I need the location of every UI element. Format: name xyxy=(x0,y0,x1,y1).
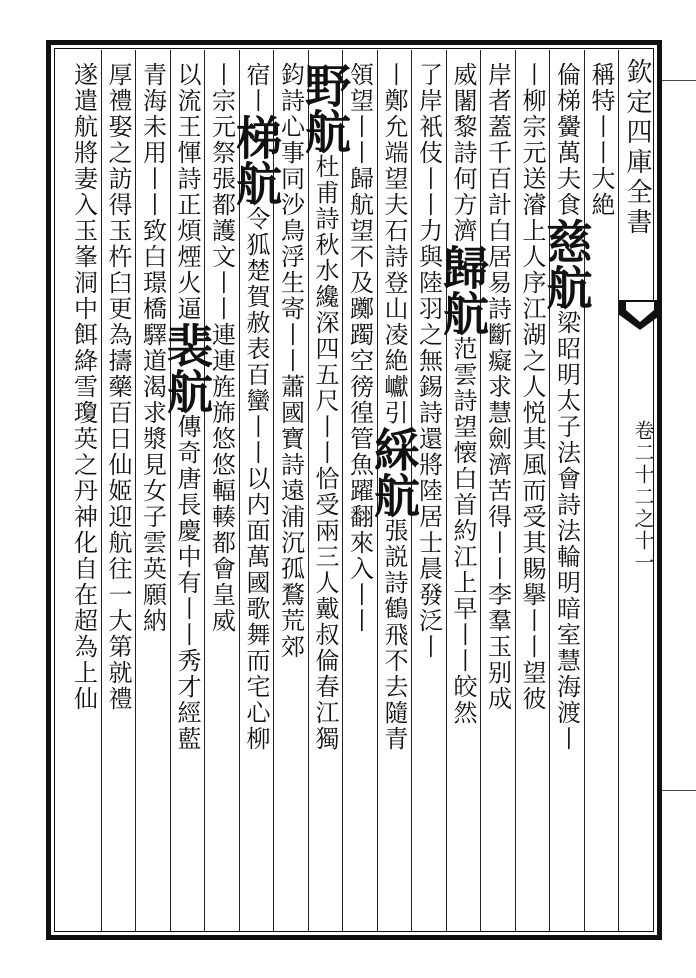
entry-heading: 野航 xyxy=(298,62,352,154)
text-column xyxy=(103,62,136,712)
text-run: 令狐楚賀赦表百蠻丨丨以内面萬國歌舞而宅心柳 xyxy=(242,206,270,752)
text-run: 范雲詩望懐白首約江上早丨丨皎然 xyxy=(449,336,477,726)
entry-heading: 梯航 xyxy=(229,114,283,206)
edge-line xyxy=(662,790,696,791)
text-run: 岸者蓋千百計白居易詩斷癡求慧劍濟苦得丨丨李羣玉别成 xyxy=(483,62,512,712)
text-run: 威闍黎詩何方濟 xyxy=(449,62,477,244)
text-run: 丨柳宗元送濬上人序江湖之人悦其風而受其賜擧丨丨望彼 xyxy=(518,62,546,712)
text-run: 宗元祭張都護文丨丨連連旌旆悠悠輻輳都會皇威 xyxy=(207,88,236,634)
text-run: 宿丨 xyxy=(242,62,270,114)
text-column xyxy=(539,62,594,752)
text-column xyxy=(413,62,446,660)
entry-heading: 慈航 xyxy=(539,218,594,310)
book-title: 欽定四庫全書 xyxy=(622,58,652,238)
text-run: 管魚躍翻來入丨丨 xyxy=(345,426,374,634)
column-rule xyxy=(618,50,619,932)
text-run: 了岸衹伎丨丨力 xyxy=(414,62,443,244)
text-run: 遂遣航將妻入玉峯洞中餌絳雪瓊英之丹神化自在超為上仙 xyxy=(69,62,98,712)
text-run: 以流王惲詩正煩煙火逼 xyxy=(173,62,201,322)
text-column xyxy=(68,62,101,712)
entry-heading: 歸航 xyxy=(436,244,490,336)
text-column xyxy=(436,62,490,726)
text-column xyxy=(586,62,619,218)
text-column xyxy=(367,62,421,752)
text-run: 梁昭明太子法會詩法輪明暗室慧海渡丨 xyxy=(552,310,581,752)
text-run: 厚禮娶之訪得玉杵臼更為擣藥百日仙姬迎航往一大第就禮 xyxy=(104,62,132,712)
text-column xyxy=(137,62,170,634)
text-run: 傳奇唐長慶中有丨丨秀才經藍 xyxy=(173,414,201,752)
entry-heading: 裴航 xyxy=(160,322,214,414)
text-column xyxy=(229,62,283,752)
text-column xyxy=(517,62,550,712)
text-run: 青海未用丨丨致白璟 xyxy=(138,62,167,296)
text-run: 橋驛道渴求漿見女子雲英願納 xyxy=(138,296,167,634)
text-run: 倫梯黌萬夫食 xyxy=(552,62,581,218)
text-column xyxy=(298,62,352,752)
text-run: 丨鄭允端望夫石詩登山凌絶巘引 xyxy=(380,62,408,426)
text-run: 杜甫詩秋水纔深四五尺丨丨恰受兩三人戴叔倫春江獨 xyxy=(311,154,339,752)
text-run: 丨 xyxy=(207,62,236,88)
juan-label: 卷二十二之十一 xyxy=(631,420,655,574)
text-run: 與陸羽之無錫詩還將陸居士晨發泛丨 xyxy=(414,244,443,660)
text-run: 領望丨丨歸航望不及躑躅空徬徨 xyxy=(345,62,374,426)
entry-heading: 綵航 xyxy=(367,426,421,518)
text-run: 稱特丨丨大絶 xyxy=(587,62,615,218)
text-run: 張説詩鶴飛不去隨青 xyxy=(380,518,408,752)
text-column xyxy=(482,62,515,712)
text-run: 鈞詩心事同沙鳥浮生寄丨丨蕭國寶詩遠浦沉孤鶩荒郊 xyxy=(276,62,305,660)
text-column xyxy=(160,62,214,752)
edge-line xyxy=(662,80,696,81)
